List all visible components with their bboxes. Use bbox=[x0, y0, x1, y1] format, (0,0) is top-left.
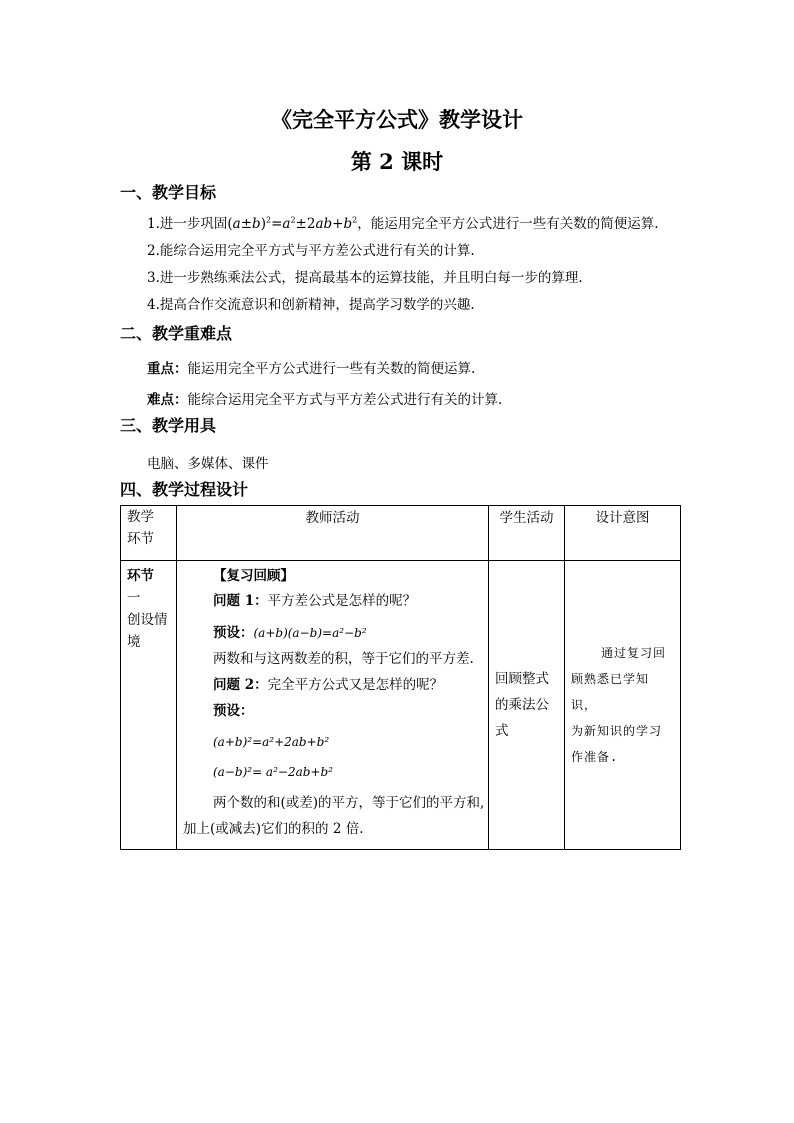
formula-diff-square: (a−b)²= a²−2ab+b² bbox=[213, 765, 333, 779]
process-heading: 四、教学过程设计 bbox=[120, 480, 249, 499]
student-activity-cell: 回顾整式 的乘法公 式 bbox=[489, 561, 565, 850]
tools-heading: 三、教学用具 bbox=[120, 416, 217, 435]
design-intent-cell: 通过复习回 顾熟悉已学知识， 为新知识的学习 作准备. bbox=[565, 561, 681, 850]
review-label: 【复习回顾】 bbox=[213, 568, 294, 584]
diff-description: 两数和与这两数差的积，等于它们的平方差. bbox=[213, 651, 474, 667]
segment-cell: 环节 一 创设情 境 bbox=[121, 561, 177, 850]
square-description-1: 两个数的和(或差)的平方，等于它们的平方和, bbox=[213, 795, 485, 811]
objective-4: 4.提高合作交流意识和创新精神，提高学习数学的兴趣. bbox=[147, 297, 475, 313]
objective-1: 1.进一步巩固$(a\pm b)^2=a^2\pm 2ab+b^2$，能运用完全平方公式进行一些有关数的简便运算. bbox=[147, 215, 659, 232]
lesson-subtitle: 第 2 课时 bbox=[350, 149, 444, 174]
header-segment: 教学 环节 bbox=[121, 506, 177, 561]
preset-1: 预设：(a+b)(a−b)=a²−b² bbox=[213, 625, 367, 641]
question-1: 问题 1：平方差公式是怎样的呢？ bbox=[213, 593, 417, 609]
formula-sum-square: (a+b)²=a²+2ab+b² bbox=[213, 735, 330, 749]
header-student: 学生活动 bbox=[489, 506, 565, 561]
table-row bbox=[121, 561, 681, 850]
tools-text: 电脑、多媒体、课件 bbox=[147, 456, 269, 472]
table-header-row bbox=[121, 506, 681, 561]
key-point: 重点：能运用完全平方公式进行一些有关数的简便运算. bbox=[147, 361, 476, 377]
question-2: 问题 2：完全平方公式又是怎样的呢？ bbox=[213, 677, 444, 693]
hard-point: 难点：能综合运用完全平方式与平方差公式进行有关的计算. bbox=[147, 392, 503, 408]
keypoints-heading: 二、教学重难点 bbox=[120, 324, 233, 343]
process-table bbox=[120, 505, 681, 850]
teacher-activity-cell bbox=[177, 561, 489, 850]
header-teacher: 教师活动 bbox=[177, 506, 489, 561]
objectives-heading: 一、教学目标 bbox=[120, 183, 217, 202]
preset-2: 预设： bbox=[213, 703, 254, 719]
objective-3: 3.进一步熟练乘法公式，提高最基本的运算技能，并且明白每一步的算理. bbox=[147, 270, 583, 286]
document-title: 《完全平方公式》教学设计 bbox=[271, 107, 523, 132]
square-description-2: 加上(或减去)它们的积的 2 倍. bbox=[183, 821, 364, 837]
header-intent: 设计意图 bbox=[565, 506, 681, 561]
objective-2: 2.能综合运用完全平方式与平方差公式进行有关的计算. bbox=[147, 243, 475, 259]
